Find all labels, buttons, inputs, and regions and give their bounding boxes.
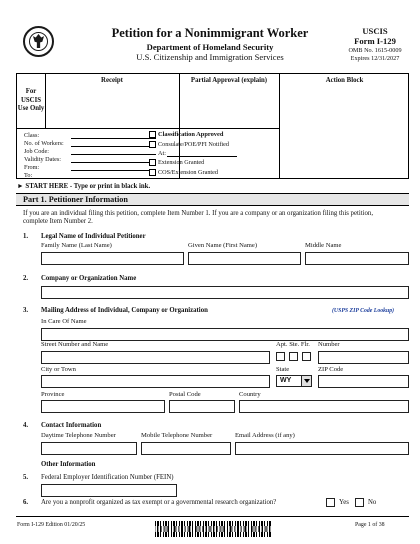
to-label: To:	[24, 172, 33, 179]
ste-checkbox[interactable]	[289, 352, 298, 361]
workers-line	[71, 146, 156, 147]
nonprofit-question: Are you a nonprofit organized as tax exempt or a governmental research organization?	[41, 499, 277, 506]
classification-approved-label: Classification Approved	[158, 131, 224, 138]
flr-checkbox[interactable]	[302, 352, 311, 361]
item1-number: 1.	[23, 233, 29, 240]
family-name-input[interactable]	[42, 259, 183, 270]
to-line	[71, 178, 156, 179]
form-id: Form I-129	[354, 36, 396, 46]
yes-label: Yes	[339, 499, 349, 506]
in-care-of-label: In Care Of Name	[41, 318, 87, 325]
given-name-field[interactable]	[188, 252, 301, 265]
city-field[interactable]	[41, 375, 270, 388]
middle-name-input[interactable]	[306, 259, 408, 270]
state-select[interactable]	[276, 375, 312, 387]
partial-approval-header: Partial Approval (explain)	[190, 77, 268, 84]
part1-intro: If you are an individual filing this petition, complete Item Number 1. If you are a company or an organization filing this petition,	[23, 210, 374, 217]
email-field[interactable]	[235, 442, 409, 455]
extension-granted-checkbox[interactable]	[149, 159, 156, 166]
item2-label: Company or Organization Name	[41, 275, 137, 282]
page-title: Petition for a Nonimmigrant Worker	[111, 26, 309, 40]
consulate-notified-label: Consulate/POE/PFI Notified	[158, 141, 229, 148]
receipt-header: Receipt	[101, 77, 123, 84]
nonprofit-no-checkbox[interactable]	[355, 498, 364, 507]
item6-number: 6.	[23, 499, 29, 506]
validity-line	[71, 162, 156, 163]
classification-approved-checkbox[interactable]	[149, 131, 156, 138]
country-input[interactable]	[240, 407, 408, 418]
footer-divider	[16, 516, 409, 517]
no-label: No	[368, 499, 377, 506]
email-input[interactable]	[236, 449, 408, 460]
part1-intro-cont: complete Item Number 2.	[23, 218, 93, 225]
zip-field[interactable]	[318, 375, 409, 388]
agency-short: USCIS	[362, 26, 388, 36]
start-here-instruction: ► START HERE - Type or print in black ink.	[17, 183, 151, 190]
province-field[interactable]	[41, 400, 165, 413]
barcode-overlay	[155, 526, 272, 532]
nonprofit-yes-checkbox[interactable]	[326, 498, 335, 507]
job-code-line	[71, 154, 156, 155]
province-input[interactable]	[42, 407, 164, 418]
chevron-down-icon[interactable]	[301, 376, 311, 386]
daytime-phone-label: Daytime Telephone Number	[41, 432, 116, 439]
at-label: At:	[158, 150, 166, 157]
workers-label: No. of Workers:	[24, 140, 64, 147]
extension-granted-label: Extension Granted	[158, 159, 205, 166]
cos-extension-label: COS/Extension Granted	[158, 169, 218, 176]
fein-label: Federal Employer Identification Number (FEIN)	[41, 474, 174, 481]
middle-name-field[interactable]	[305, 252, 409, 265]
email-label: Email Address (if any)	[235, 432, 295, 439]
mobile-phone-input[interactable]	[142, 449, 230, 460]
item5-number: 5.	[23, 474, 29, 481]
usps-zip-lookup-link[interactable]: (USPS ZIP Code Lookup)	[332, 308, 395, 314]
company-name-field[interactable]	[41, 286, 409, 299]
item2-number: 2.	[23, 275, 29, 282]
family-name-field[interactable]	[41, 252, 184, 265]
zip-label: ZIP Code	[318, 366, 344, 373]
fein-field[interactable]	[41, 484, 177, 497]
expiration-date: Expires 12/31/2027	[350, 55, 400, 62]
country-field[interactable]	[239, 400, 409, 413]
consulate-notified-checkbox[interactable]	[149, 141, 156, 148]
divider	[17, 128, 279, 129]
page-number: Page 1 of 38	[355, 522, 385, 528]
from-line	[71, 170, 156, 171]
department-name: Department of Homeland Security	[146, 42, 274, 52]
uscis-use-box	[16, 73, 409, 179]
form-edition: Form I-129 Edition 01/20/25	[17, 522, 86, 528]
mobile-phone-label: Mobile Telephone Number	[141, 432, 213, 439]
street-input[interactable]	[42, 358, 269, 369]
item3-number: 3.	[23, 307, 29, 314]
action-block-header: Action Block	[325, 77, 364, 84]
postal-code-label: Postal Code	[169, 391, 201, 398]
part1-title: Part 1. Petitioner Information	[23, 195, 128, 204]
postal-code-input[interactable]	[170, 407, 234, 418]
omb-number: OMB No. 1615-0009	[348, 47, 402, 54]
state-label: State	[276, 366, 290, 373]
class-label: Class:	[24, 132, 40, 139]
apt-number-field[interactable]	[318, 351, 409, 364]
agency-name: U.S. Citizenship and Immigration Services	[136, 52, 284, 62]
cos-extension-checkbox[interactable]	[149, 169, 156, 176]
number-label: Number	[318, 341, 340, 348]
middle-name-label: Middle Name	[305, 242, 342, 249]
item1-label: Legal Name of Individual Petitioner	[41, 233, 146, 240]
from-label: From:	[24, 164, 40, 171]
daytime-phone-input[interactable]	[42, 449, 136, 460]
item3-label: Mailing Address of Individual, Company or Organization	[41, 307, 208, 314]
postal-code-field[interactable]	[169, 400, 235, 413]
province-label: Province	[41, 391, 65, 398]
zip-input[interactable]	[319, 382, 408, 393]
class-line	[71, 138, 156, 139]
in-care-of-field[interactable]	[41, 328, 409, 341]
given-name-label: Given Name (First Name)	[188, 242, 258, 249]
daytime-phone-field[interactable]	[41, 442, 137, 455]
apt-ste-flr-label: Apt. Ste. Flr.	[276, 341, 310, 348]
city-label: City or Town	[41, 366, 76, 373]
street-label: Street Number and Name	[41, 341, 109, 348]
item4-label: Contact Information	[41, 422, 102, 429]
company-name-input[interactable]	[42, 293, 408, 304]
divider	[279, 74, 280, 178]
validity-label: Validity Dates:	[24, 156, 61, 163]
family-name-label: Family Name (Last Name)	[41, 242, 112, 249]
at-line	[167, 156, 237, 157]
state-value: WY	[280, 377, 292, 384]
other-info-heading: Other Information	[41, 461, 96, 468]
given-name-input[interactable]	[189, 259, 300, 270]
apt-checkbox[interactable]	[276, 352, 285, 361]
street-field[interactable]	[41, 351, 270, 364]
mobile-phone-field[interactable]	[141, 442, 231, 455]
country-label: Country	[239, 391, 261, 398]
city-input[interactable]	[42, 382, 269, 393]
for-uscis-use-label: For USCIS Use Only	[17, 88, 45, 113]
item4-number: 4.	[23, 422, 29, 429]
job-code-label: Job Code:	[24, 148, 49, 155]
